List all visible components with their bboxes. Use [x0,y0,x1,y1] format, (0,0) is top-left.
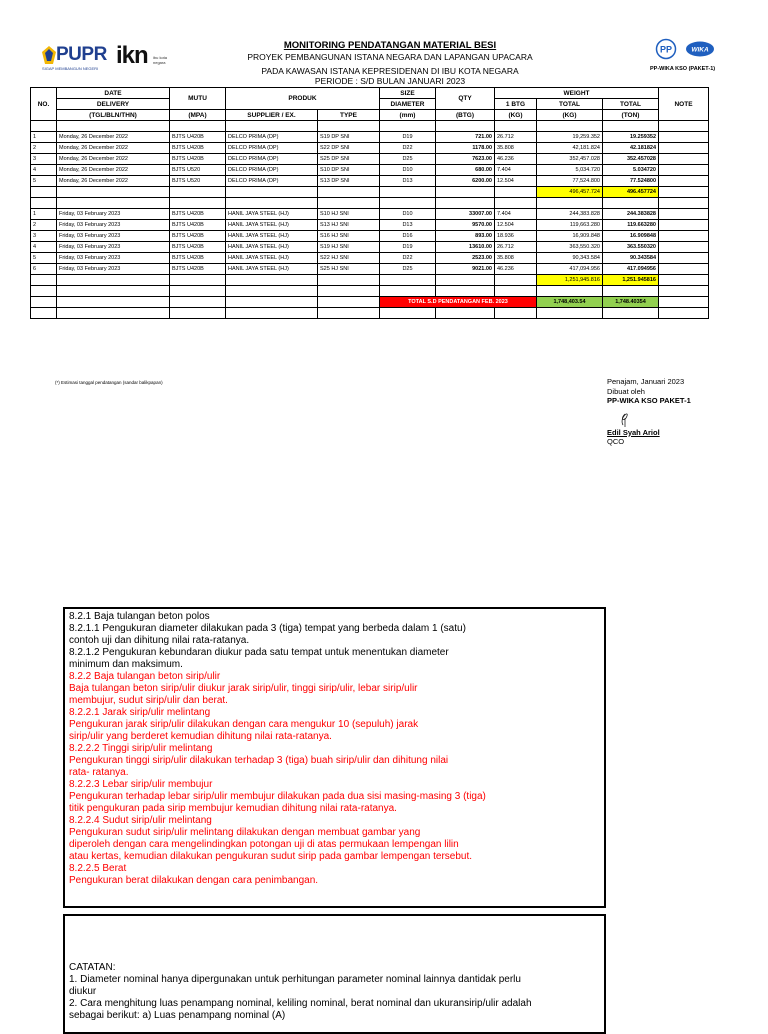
cell-supplier: HANIL JAYA STEEL (HJ) [226,253,318,264]
cell-1btg: 18.936 [495,231,537,242]
wika-logo-text: WIKA [691,46,709,54]
cell-no: 6 [31,264,57,275]
cell-qty: 9570.00 [436,220,495,231]
pp-logo-text: PP [659,44,673,55]
cell-note [659,231,709,242]
cell-supplier: DELCO PRIMA (DP) [226,165,318,176]
header-no: NO. [31,88,57,121]
table-cell-empty [31,286,57,297]
table-row [31,220,709,231]
cell-no: 2 [31,220,57,231]
cell-date: Friday, 03 February 2023 [57,220,170,231]
cell-1btg: 35.808 [495,143,537,154]
table-cell-empty [31,275,57,286]
header-total-ton: TOTAL [603,99,659,110]
cell-supplier: DELCO PRIMA (DP) [226,154,318,165]
header-produk: PRODUK [226,88,380,110]
cell-note [659,220,709,231]
cell-date: Monday, 26 December 2022 [57,165,170,176]
table-row [31,132,709,143]
table-cell-empty [57,121,170,132]
note-line: 8.2.2 Baja tulangan beton sirip/ulir [69,671,221,682]
cell-total-kg: 417,094.956 [537,264,603,275]
table-row [31,154,709,165]
header-qty: QTY [436,88,495,110]
subtotal-ton: 1,251.945816 [603,275,659,286]
cell-diameter: D25 [380,264,436,275]
cell-diameter: D22 [380,143,436,154]
cell-note [659,209,709,220]
cell-1btg: 7.404 [495,209,537,220]
cell-note [659,242,709,253]
note-line: Pengukuran terhadap lebar sirip/ulir membujur dilakukan pada dua sisi masing-masing 3 (tiga) [69,791,486,802]
table-cell-empty [495,275,537,286]
table-cell-empty [380,286,436,297]
table-row [31,143,709,154]
catatan-line: CATATAN: [69,962,116,973]
header-supplier: SUPPLIER / EX. [226,110,318,121]
cell-no: 5 [31,253,57,264]
table-row [31,242,709,253]
catatan-box [63,914,606,1034]
cell-date: Friday, 03 February 2023 [57,264,170,275]
table-cell-empty [57,198,170,209]
table-row-empty [31,308,709,319]
cell-1btg: 12.504 [495,220,537,231]
cell-diameter: D22 [380,253,436,264]
note-line: 8.2.2.1 Jarak sirip/ulir melintang [69,707,211,718]
cell-no: 1 [31,209,57,220]
table-cell-empty [170,297,226,308]
table-cell-empty [495,286,537,297]
table-cell-empty [170,121,226,132]
cell-note [659,132,709,143]
pp-wika-logo-icon [655,38,717,64]
table-cell-empty [318,286,380,297]
sni-notes-box [63,607,606,908]
note-line: titik pengukuran pada sirip membujur kemudian dihitung nilai rata-ratanya. [69,803,397,814]
cell-mutu: BJTS U420B [170,264,226,275]
table-cell-empty [57,308,170,319]
note-line: 8.2.2.3 Lebar sirip/ulir membujur [69,779,213,790]
table-cell-empty [170,286,226,297]
table-cell-empty [380,275,436,286]
table-cell-empty [537,308,603,319]
total-ton: 1,748.40354 [603,297,659,308]
table-cell-empty [659,275,709,286]
pp-wika-logo [655,38,717,69]
cell-total-kg: 363,550.320 [537,242,603,253]
table-cell-empty [380,121,436,132]
table-cell-empty [318,275,380,286]
note-line: Pengukuran berat dilakukan dengan cara penimbangan. [69,875,319,886]
table-cell-empty [318,297,380,308]
table-row-empty [31,198,709,209]
cell-date: Friday, 03 February 2023 [57,253,170,264]
pupr-logo-text: PUPR [56,44,107,65]
table-cell-empty [226,297,318,308]
table-header-row [31,88,709,99]
cell-total-ton: 42.181824 [603,143,659,154]
table-cell-empty [495,308,537,319]
table-row [31,231,709,242]
cell-date: Friday, 03 February 2023 [57,242,170,253]
table-cell-empty [380,187,436,198]
table-cell-empty [603,121,659,132]
header-1btg: 1 BTG [495,99,537,110]
cell-supplier: DELCO PRIMA (DP) [226,143,318,154]
header-mutu-unit: (MPA) [170,110,226,121]
handwritten-signature [615,408,635,428]
material-table [30,87,709,319]
cell-total-ton: 244.383828 [603,209,659,220]
note-line: Pengukuran sudut sirip/ulir melintang dilakukan dengan membuat gambar yang [69,827,421,838]
signature-company: PP-WIKA KSO PAKET-1 [607,396,691,405]
cell-total-kg: 19,259.352 [537,132,603,143]
cell-qty: 893.00 [436,231,495,242]
cell-total-kg: 16,909.848 [537,231,603,242]
cell-total-ton: 77.524800 [603,176,659,187]
subtotal-ton: 496.457724 [603,187,659,198]
pupr-tagline: SIGAP MEMBANGUN NEGERI [42,66,99,71]
table-cell-empty [495,121,537,132]
cell-diameter: D19 [380,242,436,253]
cell-1btg: 26.712 [495,242,537,253]
cell-date: Monday, 26 December 2022 [57,176,170,187]
table-row [31,253,709,264]
catatan-line: sebagai berikut: a) Luas penampang nominal (A) [69,1010,286,1021]
table-cell-empty [57,187,170,198]
cell-total-ton: 5.034720 [603,165,659,176]
table-cell-empty [436,198,495,209]
table-cell-empty [318,308,380,319]
note-line: 8.2.1.1 Pengukuran diameter dilakukan pada 3 (tiga) tempat yang berbeda dalam 1 (satu) [69,623,466,634]
table-cell-empty [57,286,170,297]
cell-supplier: HANIL JAYA STEEL (HJ) [226,220,318,231]
table-cell-empty [537,121,603,132]
cell-total-ton: 16.909848 [603,231,659,242]
cell-total-ton: 352.457028 [603,154,659,165]
note-line: diperoleh dengan cara mengelindingkan potongan uji di atas permukaan lempengan lilin [69,839,459,850]
table-cell-empty [436,121,495,132]
header-date-unit: (TGL/BLN/THN) [57,110,170,121]
note-line: sirip/ulir yang berderet kemudian dihitung nilai rata-ratanya. [69,731,332,742]
cell-note [659,264,709,275]
cell-total-kg: 352,457.028 [537,154,603,165]
period-line: PERIODE : S/D BULAN JANUARI 2023 [314,76,466,86]
cell-date: Monday, 26 December 2022 [57,143,170,154]
cell-type: S13 HJ SNI [318,220,380,231]
ikn-tagline: ibu kota negara [153,55,168,65]
table-row [31,165,709,176]
cell-qty: 721.00 [436,132,495,143]
header-mutu: MUTU [170,88,226,110]
project-line-1: PROYEK PEMBANGUNAN ISTANA NEGARA DAN LAPANGAN UPACARA [247,52,533,62]
cell-supplier: HANIL JAYA STEEL (HJ) [226,242,318,253]
cell-mutu: BJTS U420B [170,253,226,264]
table-cell-empty [603,198,659,209]
table-cell-empty [603,308,659,319]
table-row-subtotal [31,275,709,286]
note-line: membujur, sudut sirip/ulir dan berat. [69,695,228,706]
table-cell-empty [659,121,709,132]
subtotal-kg: 1,251,945.816 [537,275,603,286]
pupr-logo [42,44,114,74]
table-cell-empty [226,198,318,209]
page-title: MONITORING PENDATANGAN MATERIAL BESI [283,40,497,51]
cell-mutu: BJTS U420B [170,143,226,154]
table-cell-empty [318,187,380,198]
signature-block [607,377,691,447]
header-total-kg-unit: (KG) [537,110,603,121]
cell-total-ton: 119.663280 [603,220,659,231]
cell-mutu: BJTS U520 [170,176,226,187]
signature-name: Edil Syah Ariol [607,427,660,437]
cell-no: 1 [31,132,57,143]
table-row [31,209,709,220]
table-cell-empty [31,297,57,308]
pupr-emblem-icon [42,46,56,64]
table-cell-empty [436,308,495,319]
cell-mutu: BJTS U420B [170,220,226,231]
cell-qty: 2523.00 [436,253,495,264]
header-diameter: DIAMETER [380,99,436,110]
table-cell-empty [537,286,603,297]
cell-1btg: 35.808 [495,253,537,264]
cell-no: 3 [31,154,57,165]
table-cell-empty [31,308,57,319]
table-cell-empty [170,187,226,198]
cell-mutu: BJTS U420B [170,154,226,165]
cell-note [659,143,709,154]
table-cell-empty [57,275,170,286]
note-line: atau kertas, kemudian dilakukan pengukuran sudut sirip pada gambar lempengan tersebut. [69,851,473,862]
signature-role: QCO [607,437,625,446]
cell-type: S16 HJ SNI [318,231,380,242]
cell-type: S19 DP SNI [318,132,380,143]
cell-type: S25 DP SNI [318,154,380,165]
note-line: 8.2.2.4 Sudut sirip/ulir melintang [69,815,212,826]
note-line: 8.2.2.2 Tinggi sirip/ulir melintang [69,743,213,754]
cell-qty: 6200.00 [436,176,495,187]
cell-type: S10 HJ SNI [318,209,380,220]
table-cell-empty [226,187,318,198]
cell-diameter: D16 [380,231,436,242]
table-cell-empty [57,297,170,308]
cell-supplier: DELCO PRIMA (DP) [226,132,318,143]
table-cell-empty [226,121,318,132]
cell-type: S13 DP SNI [318,176,380,187]
table-cell-empty [436,286,495,297]
cell-diameter: D10 [380,209,436,220]
project-line-2: PADA KAWASAN ISTANA KEPRESIDENAN DI IBU KOTA NEGARA [261,66,519,76]
note-line: Baja tulangan beton sirip/ulir diukur jarak sirip/ulir, tinggi sirip/ulir, lebar sirip/ulir [69,683,418,694]
note-line: Pengukuran tinggi sirip/ulir dilakukan terhadap 3 (tiga) buah sirip/ulir dan dihitung nilai [69,755,449,766]
cell-qty: 1178.00 [436,143,495,154]
table-cell-empty [659,308,709,319]
cell-total-ton: 90.343584 [603,253,659,264]
catatan-line: 2. Cara menghitung luas penampang nominal, keliling nominal, berat nominal dan ukuransirip/ulir adalah [69,998,532,1009]
cell-qty: 680.00 [436,165,495,176]
header-size-unit: (mm) [380,110,436,121]
cell-date: Friday, 03 February 2023 [57,209,170,220]
cell-mutu: BJTS U420B [170,242,226,253]
cell-total-kg: 5,034.720 [537,165,603,176]
header-note: NOTE [659,88,709,121]
cell-mutu: BJTS U420B [170,209,226,220]
table-cell-empty [659,286,709,297]
cell-1btg: 12.504 [495,176,537,187]
subtotal-kg: 496,457.724 [537,187,603,198]
cell-qty: 13610.00 [436,242,495,253]
cell-total-ton: 19.259352 [603,132,659,143]
table-cell-empty [170,308,226,319]
table-cell-empty [318,198,380,209]
table-cell-empty [659,187,709,198]
table-row-empty [31,121,709,132]
table-header-row [31,110,709,121]
pp-wika-caption: PP-WIKA KSO (PAKET-1) [650,66,716,72]
table-cell-empty [31,187,57,198]
table-cell-empty [659,198,709,209]
cell-diameter: D13 [380,220,436,231]
cell-note [659,253,709,264]
total-label: TOTAL S.D PENDATANGAN FEB. 2023 [380,297,537,308]
cell-1btg: 46.236 [495,154,537,165]
cell-supplier: DELCO PRIMA (DP) [226,176,318,187]
cell-1btg: 46.236 [495,264,537,275]
cell-total-ton: 363.550320 [603,242,659,253]
table-cell-empty [170,198,226,209]
cell-diameter: D25 [380,154,436,165]
signature-made-by: Dibuat oleh [607,386,645,396]
cell-no: 2 [31,143,57,154]
cell-total-kg: 119,663.280 [537,220,603,231]
header-type: TYPE [318,110,380,121]
cell-note [659,154,709,165]
header-weight: WEIGHT [495,88,659,99]
cell-note [659,176,709,187]
cell-total-ton: 417.094956 [603,264,659,275]
cell-total-kg: 77,524.800 [537,176,603,187]
table-cell-empty [436,275,495,286]
table-cell-empty [318,121,380,132]
table-cell-empty [603,286,659,297]
total-kg: 1,748,403.54 [537,297,603,308]
table-cell-empty [380,308,436,319]
cell-type: S19 HJ SNI [318,242,380,253]
header-total-kg: TOTAL [537,99,603,110]
note-line: 8.2.1 Baja tulangan beton polos [69,611,210,622]
table-cell-empty [495,198,537,209]
header-total-ton-unit: (TON) [603,110,659,121]
table-row [31,176,709,187]
cell-type: S22 DP SNI [318,143,380,154]
note-line: contoh uji dan dihitung nilai rata-ratanya. [69,635,250,646]
cell-1btg: 26.712 [495,132,537,143]
cell-qty: 7623.00 [436,154,495,165]
table-cell-empty [31,121,57,132]
cell-mutu: BJTS U420B [170,132,226,143]
cell-no: 4 [31,165,57,176]
table-cell-empty [380,198,436,209]
table-row-subtotal [31,187,709,198]
cell-date: Monday, 26 December 2022 [57,154,170,165]
note-line: 8.2.1.2 Pengukuran kebundaran diukur pada satu tempat untuk menentukan diameter [69,647,449,658]
header-1btg-unit: (KG) [495,110,537,121]
header-size: SIZE [380,88,436,99]
cell-diameter: D10 [380,165,436,176]
signature-place-date: Penajam, Januari 2023 [607,377,685,386]
table-row [31,264,709,275]
cell-diameter: D13 [380,176,436,187]
note-line: 8.2.2.5 Berat [69,863,127,874]
table-cell-empty [537,198,603,209]
cell-mutu: BJTS U520 [170,165,226,176]
table-cell-empty [436,187,495,198]
header-delivery: DELIVERY [57,99,170,110]
cell-supplier: HANIL JAYA STEEL (HJ) [226,264,318,275]
cell-type: S22 HJ SNI [318,253,380,264]
note-line: Pengukuran jarak sirip/ulir dilakukan dengan cara mengukur 10 (sepuluh) jarak [69,719,419,730]
cell-no: 3 [31,231,57,242]
cell-type: S10 DP SNI [318,165,380,176]
cell-total-kg: 42,181.824 [537,143,603,154]
table-cell-empty [31,198,57,209]
table-cell-empty [495,187,537,198]
table-row-total [31,297,709,308]
cell-diameter: D19 [380,132,436,143]
cell-date: Friday, 03 February 2023 [57,231,170,242]
table-cell-empty [226,275,318,286]
cell-type: S25 HJ SNI [318,264,380,275]
footnote: (*) Estimasi tanggal pendatangan (sandar balikpapan) [55,380,163,385]
cell-qty: 33007.00 [436,209,495,220]
table-cell-empty [659,297,709,308]
table-cell-empty [226,286,318,297]
cell-no: 4 [31,242,57,253]
note-line: rata- ratanya. [69,767,129,778]
header-qty-unit: (BTG) [436,110,495,121]
catatan-line: 1. Diameter nominal hanya dipergunakan untuk perhitungan parameter nominal lainnya dantidak perlu [69,974,521,985]
table-row-empty [31,286,709,297]
cell-total-kg: 244,383.828 [537,209,603,220]
cell-qty: 9021.00 [436,264,495,275]
cell-supplier: HANIL JAYA STEEL (HJ) [226,231,318,242]
header-date: DATE [57,88,170,99]
cell-mutu: BJTS U420B [170,231,226,242]
table-cell-empty [226,308,318,319]
ikn-logo: ikn [116,42,148,69]
note-line: minimum dan maksimum. [69,659,183,670]
cell-total-kg: 90,343.584 [537,253,603,264]
catatan-line: diukur [69,986,97,997]
cell-note [659,165,709,176]
cell-1btg: 7.404 [495,165,537,176]
cell-no: 5 [31,176,57,187]
table-cell-empty [170,275,226,286]
cell-supplier: HANIL JAYA STEEL (HJ) [226,209,318,220]
cell-date: Monday, 26 December 2022 [57,132,170,143]
